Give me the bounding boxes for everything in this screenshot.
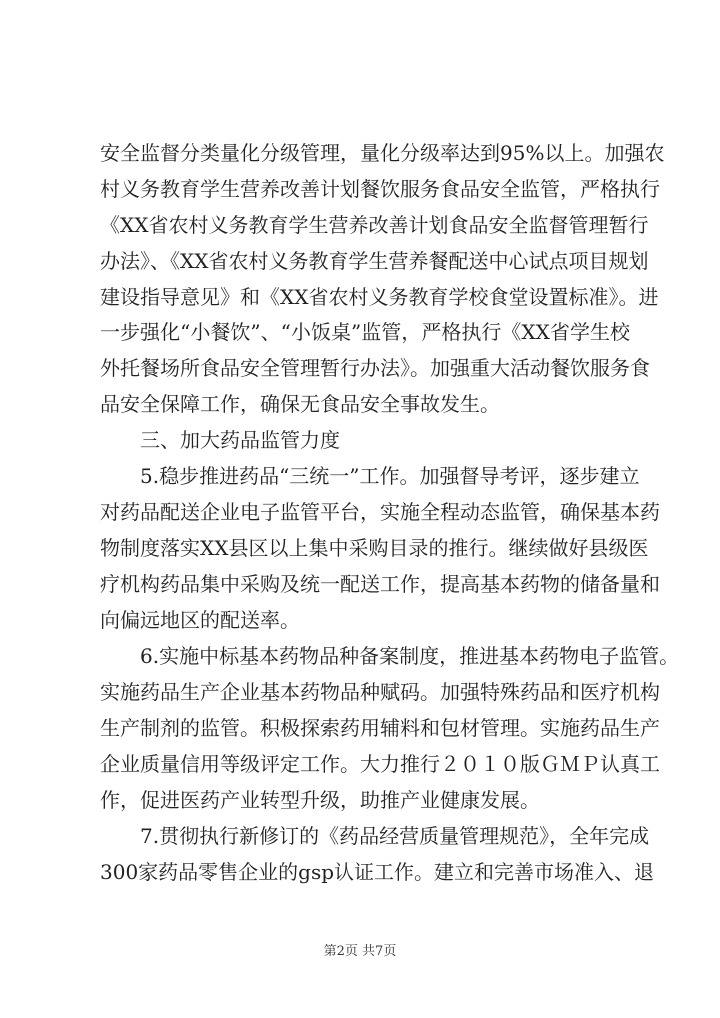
text-line: 5.稳步推进药品“三统一”工作。加强督导考评，逐步建立 <box>140 464 640 488</box>
page-footer: 第2页 共7页 <box>323 944 397 959</box>
text-line: 作，促进医药产业转型升级，助推产业健康发展。 <box>100 788 540 812</box>
text-line: 企业质量信用等级评定工作。大力推行２０１０版ＧＭＰ认真工 <box>100 752 660 776</box>
text-line: 建设指导意见》和《XX省农村义务教育学校食堂设置标准》。进 <box>100 285 659 309</box>
text-line: 生产制剂的监管。积极探索药用辅料和包材管理。实施药品生产 <box>100 716 660 740</box>
text-line: 一步强化“小餐饮”、“小饭桌”监管，严格执行《XX省学生校 <box>100 320 630 344</box>
text-line: 向偏远地区的配送率。 <box>100 608 300 632</box>
text-line: 安全监督分类量化分级管理，量化分级率达到95%以上。加强农 <box>100 141 665 165</box>
text-line: 300家药品零售企业的gsp认证工作。建立和完善市场准入、退 <box>100 860 655 884</box>
text-line: 疗机构药品集中采购及统一配送工作，提高基本药物的储备量和 <box>100 572 660 596</box>
section-heading: 三、加大药品监管力度 <box>140 428 340 452</box>
text-line: 外托餐场所食品安全管理暂行办法》。加强重大活动餐饮服务食 <box>100 356 650 380</box>
text-line: 7.贯彻执行新修订的《药品经营质量管理规范》，全年完成 <box>140 824 650 848</box>
text-line: 品安全保障工作，确保无食品安全事故发生。 <box>100 392 500 416</box>
text-line: 办法》、《XX省农村义务教育学生营养餐配送中心试点项目规划 <box>100 249 649 273</box>
text-line: 物制度落实XX县区以上集中采购目录的推行。继续做好县级医 <box>100 536 649 560</box>
text-line: 《XX省农村义务教育学生营养改善计划食品安全监督管理暂行 <box>100 213 649 237</box>
text-line: 对药品配送企业电子监管平台，实施全程动态监管，确保基本药 <box>100 500 660 524</box>
text-line: 6.实施中标基本药物品种备案制度，推进基本药物电子监管。 <box>140 644 680 668</box>
text-line: 村义务教育学生营养改善计划餐饮服务食品安全监管，严格执行 <box>100 177 660 201</box>
text-line: 实施药品生产企业基本药物品种赋码。加强特殊药品和医疗机构 <box>100 680 660 704</box>
